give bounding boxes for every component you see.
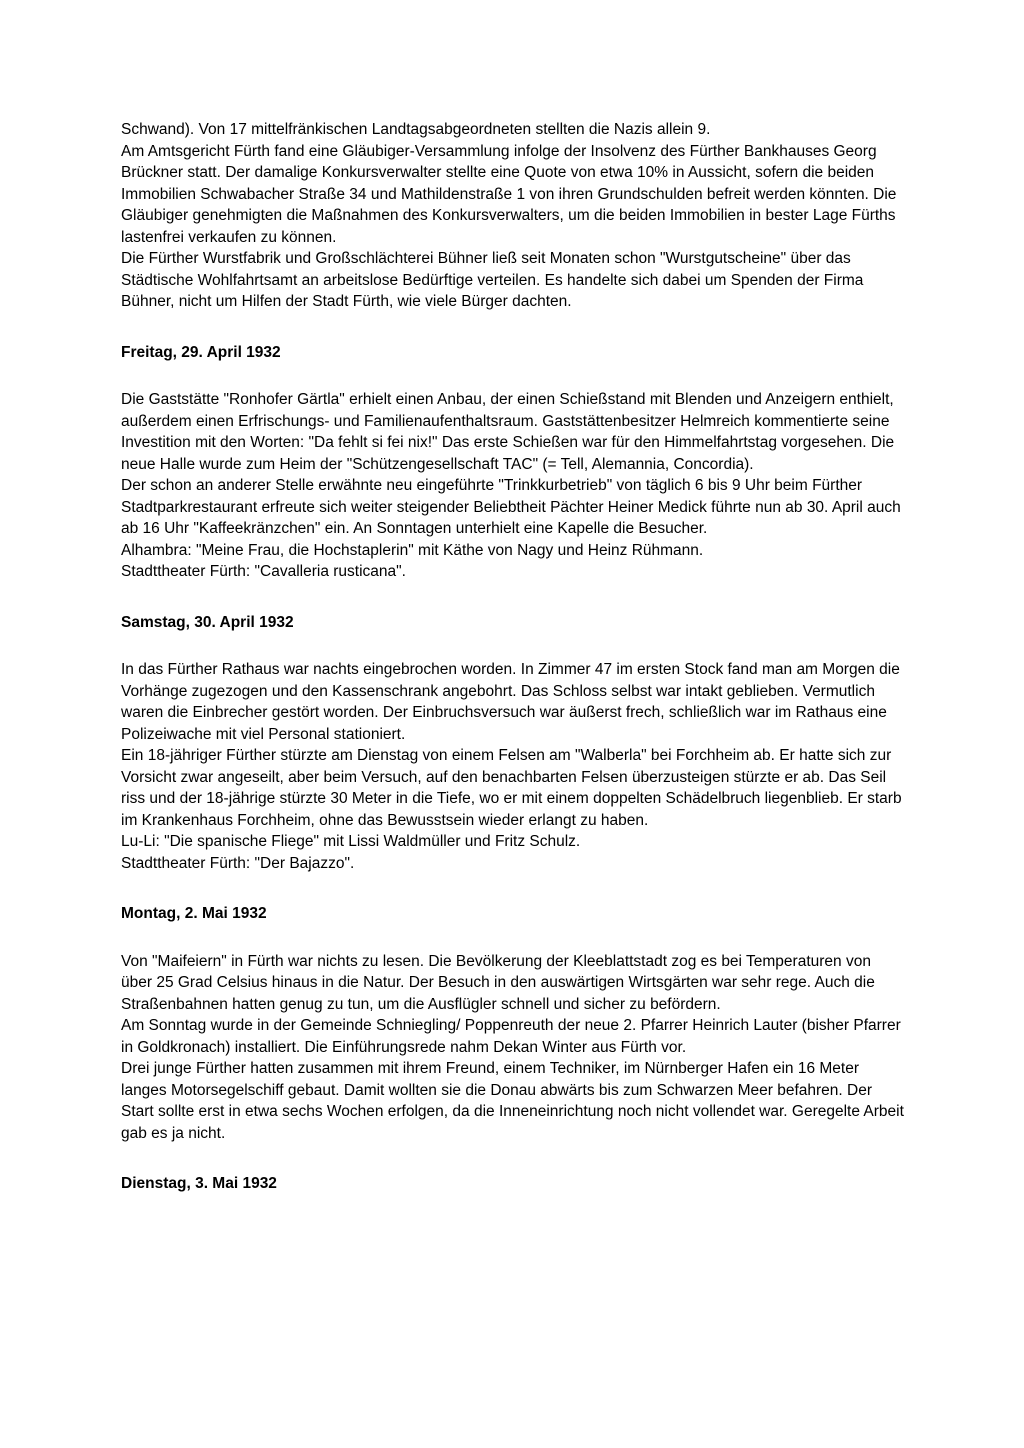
paragraph: Stadttheater Fürth: "Der Bajazzo". bbox=[121, 854, 355, 872]
paragraph: Von "Maifeiern" in Fürth war nichts zu lesen. Die Bevölkerung der Kleeblattstadt zog es bei Temperaturen von über 25 Grad Celsius hinaus in die Natur. Der Besuch in den auswärtigen Wirtsgärten war sehr rege. Auch die Straßenbahnen hatten genug zu tun, um die Ausflügler schnell und sicher zu befördern. bbox=[121, 952, 875, 1013]
paragraph: Die Gaststätte "Ronhofer Gärtla" erhielt einen Anbau, der einen Schießstand mit Blenden und Anzeigern enthielt, außerdem einen Erfrischungs- und Familienaufenthaltsraum. Gaststättenbesitzer Helmreich kommentierte seine Investition mit den Worten: "Da fehlt si fei nix!" Das erste Schießen war für den Himmelfahrtstag vorgesehen. Die neue Halle wurde zum Heim der "Schützengesellschaft TAC" (= Tell, Alemannia, Concordia). bbox=[121, 391, 895, 473]
chronicle-section bbox=[121, 119, 905, 313]
section-heading: Freitag, 29. April 1932 bbox=[121, 343, 281, 361]
section-heading: Samstag, 30. April 1932 bbox=[121, 613, 294, 631]
paragraph: Am Amtsgericht Fürth fand eine Gläubiger-Versammlung infolge der Insolvenz des Fürther Bankhauses Georg Brückner statt. Der damalige Konkursverwalter stellte eine Quote von etwa 10% in Aussicht, sofern die beiden Immobilien Schwabacher Straße 34 und Mathildenstraße 1 von ihren Grundschulden befreit werden könnten. Die Gläubiger genehmigten die Maßnahmen des Konkursverwalters, um die beiden Immobilien in bester Lage Fürths lastenfrei verkaufen zu können. bbox=[121, 142, 897, 246]
chronicle-section bbox=[121, 612, 905, 875]
chronicle-section bbox=[121, 1173, 905, 1195]
paragraph: Stadttheater Fürth: "Cavalleria rusticana". bbox=[121, 563, 406, 580]
section-heading: Montag, 2. Mai 1932 bbox=[121, 905, 267, 922]
document-body bbox=[121, 119, 905, 1221]
paragraph: Drei junge Fürther hatten zusammen mit ihrem Freund, einem Techniker, im Nürnberger Hafen ein 16 Meter langes Motorsegelschiff gebaut. Damit wollten sie die Donau abwärts bis zum Schwarzen Meer befahren. Der Start sollte erst in etwa sechs Wochen erfolgen, da die Inneneinrichtung noch nicht vollendet war. Geregelte Arbeit gab es ja nicht. bbox=[121, 1060, 904, 1142]
paragraph: Die Fürther Wurstfabrik und Großschlächterei Bühner ließ seit Monaten schon "Wurstgutscheine" über das Städtische Wohlfahrtsamt an arbeitslose Bedürftige verteilen. Es handelte sich dabei um Spenden der Firma Bühner, nicht um Hilfen der Stadt Fürth, wie viele Bürger dachten. bbox=[121, 250, 864, 310]
chronicle-section bbox=[121, 903, 905, 1144]
paragraph: Lu-Li: "Die spanische Fliege" mit Lissi Waldmüller und Fritz Schulz. bbox=[121, 833, 581, 850]
paragraph: Der schon an anderer Stelle erwähnte neu eingeführte "Trinkkurbetrieb" von täglich 6 bis 9 Uhr beim Fürther Stadtparkrestaurant erfreute sich weiter steigender Beliebtheit Pächter Heiner Medick führte nun ab 30. April auch ab 16 Uhr "Kaffeekränzchen" ein. An Sonntagen unterhielt eine Kapelle die Besucher. bbox=[121, 477, 901, 537]
paragraph: In das Fürther Rathaus war nachts eingebrochen worden. In Zimmer 47 im ersten Stock fand man am Morgen die Vorhänge zugezogen und den Kassenschrank angebohrt. Das Schloss selbst war intakt geblieben. Vermutlich waren die Einbrecher gestört worden. Der Einbruchsversuch war äußerst frech, schließlich war im Rathaus eine Polizeiwache mit viel Personal stationiert. bbox=[121, 661, 900, 743]
paragraph: Ein 18-jähriger Fürther stürzte am Dienstag von einem Felsen am "Walberla" bei Forchheim ab. Er hatte sich zur Vorsicht zwar angeseilt, aber beim Versuch, auf den benachbarten Felsen überzusteigen stürzte er ab. Das Seil riss und der 18-jährige stürzte 30 Meter in die Tiefe, wo er mit einem doppelten Schädelbruch liegenblieb. Er starb im Krankenhaus Forchheim, ohne das Bewusstsein wieder erlangt zu haben. bbox=[121, 747, 902, 829]
section-heading: Dienstag, 3. Mai 1932 bbox=[121, 1175, 277, 1192]
paragraph: Am Sonntag wurde in der Gemeinde Schniegling/ Poppenreuth der neue 2. Pfarrer Heinrich Lauter (bisher Pfarrer in Goldkronach) installiert. Die Einführungsrede nahm Dekan Winter aus Fürth vor. bbox=[121, 1017, 901, 1056]
chronicle-section bbox=[121, 342, 905, 583]
paragraph: Alhambra: "Meine Frau, die Hochstaplerin" mit Käthe von Nagy und Heinz Rühmann. bbox=[121, 541, 704, 559]
paragraph: Schwand). Von 17 mittelfränkischen Landtagsabgeordneten stellten die Nazis allein 9. bbox=[121, 121, 711, 138]
